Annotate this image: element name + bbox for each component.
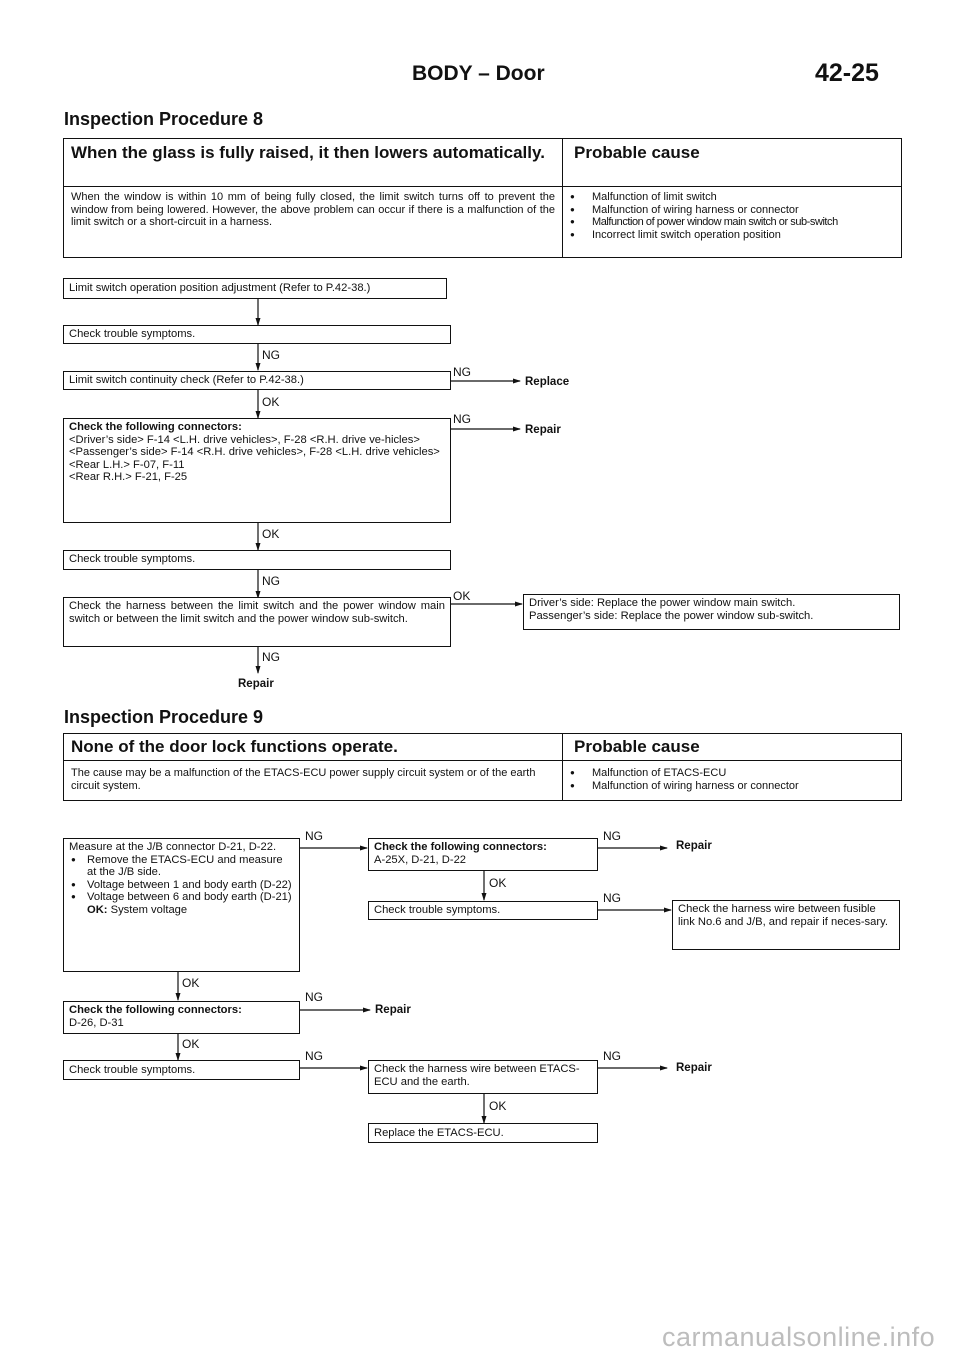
watermark: carmanualsonline.info [662,1322,936,1352]
step-measure-jb-connector [63,838,300,972]
page-number: 42-25 [815,59,879,87]
connectors-rear-rh: <Rear R.H.> F-21, F-25 [69,471,188,484]
connectors-passenger-side: <Passenger’s side> F-14 <R.H. drive vehicles>, F-28 <L.H. drive vehicles> [69,446,440,459]
step-check-trouble-symptoms-2: Check trouble symptoms. [63,550,451,570]
step-check-connectors-a25x: Check the following connectors: A-25X, D-21, D-22 [368,838,598,871]
connectors-driver-side: <Driver’s side> F-14 <L.H. drive vehicles>, F-28 <R.H. drive ve-hicles> [69,433,420,446]
ng-label: NG [603,1049,621,1063]
cause-item: ● Malfunction of power window main switch or sub-switch [568,216,898,229]
step-check-ecu-earth-harness: Check the harness wire between ETACS-ECU and the earth. [368,1060,598,1094]
ok-label: OK [262,395,280,409]
measure-bullet: ● Voltage between 6 and body earth (D-21) [69,891,294,904]
procedure-9-cause-title: Probable cause [574,737,700,756]
cause-item: ● Malfunction of ETACS-ECU [568,767,898,780]
result-passenger-side: Passenger’s side: Replace the power window sub-switch. [529,609,814,622]
measure-bullet: ● Voltage between 1 and body earth (D-22) [69,879,294,892]
measure-instruction: Measure at the J/B connector D-21, D-22. [69,841,277,853]
step-check-trouble-symptoms: Check trouble symptoms. [63,325,451,344]
step-check-trouble-symptoms-9a: Check trouble symptoms. [368,901,598,920]
step-limit-switch-adjustment: Limit switch operation position adjustment (Refer to P.42-38.) [63,278,447,299]
step-check-connectors-d26: Check the following connectors: D-26, D-31 [63,1001,300,1034]
result-replace: Replace [525,376,570,388]
connectors-rear-lh: <Rear L.H.> F-07, F-11 [69,458,185,471]
procedure-9-symptom: None of the door lock functions operate. [71,737,398,756]
procedure-8-heading: Inspection Procedure 8 [64,109,264,129]
procedure-8-symptom: When the glass is fully raised, it then lowers automatically. [71,143,545,162]
ok-label: OK [182,976,200,990]
result-repair: Repair [676,840,712,852]
ok-label: OK [262,527,280,541]
ng-label: NG [305,829,323,843]
ok-label: OK [489,1099,507,1113]
step-limit-switch-continuity-check: Limit switch continuity check (Refer to P.42-38.) [63,371,451,390]
result-repair: Repair [375,1004,411,1016]
procedure-8-cause-title: Probable cause [574,143,700,162]
step-check-trouble-symptoms-9b: Check trouble symptoms. [63,1060,300,1080]
procedure-9-description: The cause may be a malfunction of the ETACS-ECU power supply circuit system or of the earth circuit system. [71,767,536,792]
page-title: BODY – Door [412,62,545,85]
final-repair: Repair [238,678,274,690]
ng-label: NG [262,348,280,362]
cause-item: ● Malfunction of limit switch [568,191,898,204]
connectors-title: Check the following connectors: [69,421,242,433]
procedure-8-description: When the window is within 10 mm of being fully closed, the limit switch turns off to prevent the window from being lowered. However, the above problem can occur if there is a malfunction of the limit switch or a short-circuit in a harness. [71,191,555,229]
cause-item: ● Malfunction of wiring harness or connector [568,780,898,793]
result-repair: Repair [676,1062,712,1074]
ng-label: NG [262,574,280,588]
ok-label: OK [453,589,471,603]
result-repair: Repair [525,424,561,436]
ng-label: NG [262,650,280,664]
ng-label: NG [305,1049,323,1063]
ng-label: NG [603,829,621,843]
ng-label: NG [305,990,323,1004]
procedure-9-heading: Inspection Procedure 9 [64,707,264,727]
cause-item: ● Malfunction of wiring harness or connector [568,204,898,217]
ng-label: NG [453,365,471,379]
ok-label: OK [489,876,507,890]
cause-item: ● Incorrect limit switch operation position [568,229,898,242]
step-check-harness: Check the harness between the limit switch and the power window main switch or between the limit switch and the power window sub-switch. [63,597,451,647]
ok-label: OK [182,1037,200,1051]
step-check-fusible-link-harness: Check the harness wire between fusible link No.6 and J/B, and repair if neces-sary. [672,900,900,950]
ng-label: NG [453,412,471,426]
step-replace-etacs-ecu: Replace the ETACS-ECU. [368,1123,598,1143]
measure-bullet: ● Remove the ETACS-ECU and measure at the J/B side. [69,854,294,879]
ng-label: NG [603,891,621,905]
result-driver-side: Driver’s side: Replace the power window main switch. [529,597,796,609]
measure-ok-criteria: OK: System voltage [87,903,188,916]
